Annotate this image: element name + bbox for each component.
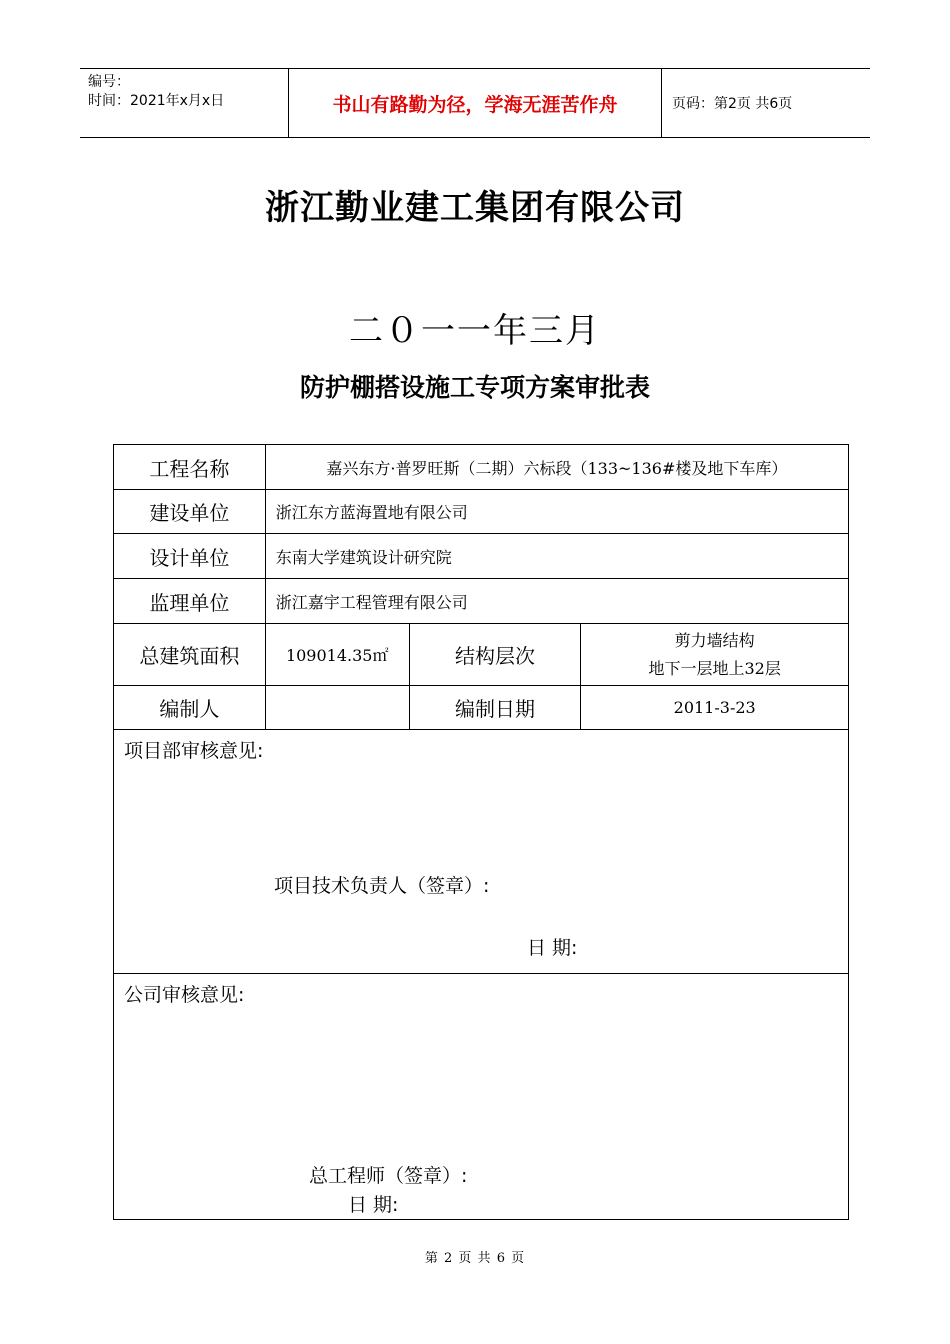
structure-label: 结构层次: [409, 624, 581, 686]
project-name-label: 工程名称: [114, 445, 266, 490]
date-title: 二０一一年三月: [349, 311, 601, 351]
supervisor-label: 监理单位: [114, 579, 266, 624]
table-row: [114, 579, 849, 624]
approval-form: [113, 444, 849, 1220]
author-label: 编制人: [114, 686, 266, 730]
header-meta: [80, 69, 288, 137]
company-date: 日 期:: [348, 1194, 399, 1216]
table-row: [114, 686, 849, 730]
project-signer: 项目技术负责人（签章）:: [274, 875, 490, 897]
designer-label: 设计单位: [114, 534, 266, 579]
page-header: [80, 68, 870, 138]
date-label: 编制日期: [409, 686, 581, 730]
designer-value: 东南大学建筑设计研究院: [265, 534, 848, 579]
company-opinion-title: 公司审核意见:: [124, 984, 245, 1006]
structure-line-2: 地下一层地上32层: [648, 658, 781, 678]
number-label: 编号：: [88, 74, 130, 90]
table-row: [114, 624, 849, 686]
page-label: 页码：第2页 共6页: [672, 96, 793, 112]
time-label: 时间：2021年x月x日: [88, 93, 225, 109]
company-opinion: [114, 974, 848, 1219]
builder-label: 建设单位: [114, 490, 266, 534]
area-label: 总建筑面积: [114, 624, 266, 686]
company-opinion-cell: [114, 974, 849, 1220]
supervisor-value: 浙江嘉宇工程管理有限公司: [265, 579, 848, 624]
motto: 书山有路勤为径，学海无涯苦作舟: [288, 69, 662, 137]
form-title: 防护棚搭设施工专项方案审批表: [299, 373, 650, 402]
table-row: [114, 445, 849, 490]
table-row: [114, 490, 849, 534]
table-row: [114, 730, 849, 974]
project-opinion-title: 项目部审核意见:: [124, 740, 264, 762]
table-row: [114, 534, 849, 579]
project-opinion-cell: [114, 730, 849, 974]
area-value: 109014.35㎡: [265, 624, 409, 686]
project-name-value: 嘉兴东方·普罗旺斯（二期）六标段（133~136#楼及地下车库）: [265, 445, 848, 490]
page-footer: 第 2 页 共 6 页: [424, 1251, 526, 1266]
structure-line-1: 剪力墙结构: [674, 630, 755, 650]
table-row: [114, 974, 849, 1220]
structure-value: [581, 624, 849, 686]
author-value: [265, 686, 409, 730]
project-date: 日 期:: [527, 937, 578, 959]
builder-value: 浙江东方蓝海置地有限公司: [265, 490, 848, 534]
company-name: 浙江勤业建工集团有限公司: [265, 188, 685, 228]
date-value: 2011-3-23: [581, 686, 849, 730]
project-opinion: [114, 730, 848, 973]
company-signer: 总工程师（签章）:: [309, 1165, 468, 1187]
